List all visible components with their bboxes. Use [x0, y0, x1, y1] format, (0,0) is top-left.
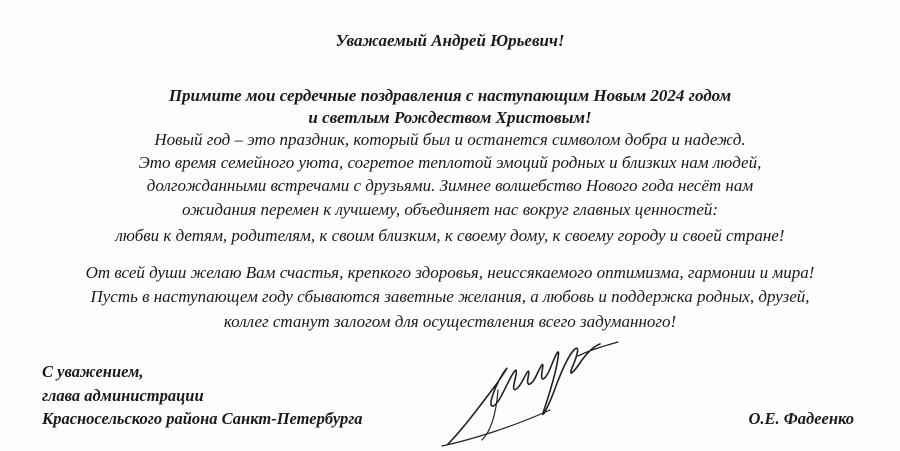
- handwritten-signature: [440, 320, 630, 451]
- body-line: любви к детям, родителям, к своим близким, к своему дому, к своему городу и своей стране!: [115, 226, 785, 245]
- body-line: ожидания перемен к лучшему, объединяет нас вокруг главных ценностей:: [181, 200, 719, 219]
- closing-line-1: С уважением,: [42, 362, 144, 381]
- wish-line: коллег станут залогом для осуществления всего задуманного!: [223, 312, 677, 331]
- closing-line-3: Красносельского района Санкт-Петербурга: [42, 409, 363, 428]
- greeting-line-2: и светлым Рождеством Христовым!: [308, 108, 592, 127]
- wish-line: От всей души желаю Вам счастья, крепкого здоровья, неиссякаемого оптимизма, гармонии и мира!: [85, 263, 815, 282]
- wish-line: Пусть в наступающем году сбываются заветные желания, а любовь и поддержка родных, друзей,: [90, 287, 810, 306]
- greeting-line-1: Примите мои сердечные поздравления с наступающим Новым 2024 годом: [168, 86, 732, 105]
- body-line: Новый год – это праздник, который был и останется символом добра и надежд.: [154, 130, 746, 149]
- signer-name: О.Е. Фадеенко: [748, 409, 854, 428]
- body-line: долгожданными встречами с друзьями. Зимнее волшебство Нового года несёт нам: [146, 176, 754, 195]
- body-line: Это время семейного уюта, согретое теплотой эмоций родных и близких нам людей,: [138, 153, 762, 172]
- closing-line-2: глава администрации: [42, 386, 204, 405]
- salutation: Уважаемый Андрей Юрьевич!: [335, 31, 565, 50]
